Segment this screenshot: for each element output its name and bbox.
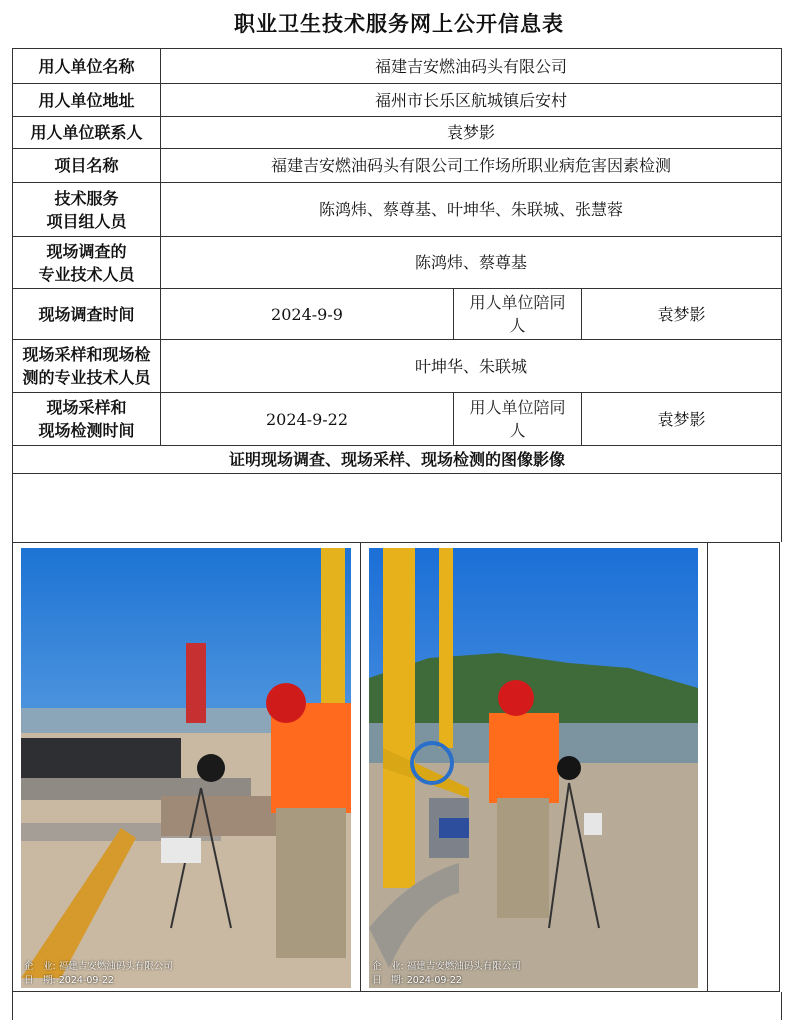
blank-gap [12,472,782,542]
row-survey-time [13,289,782,340]
sampling-staff-label-line2: 测的专业技术人员 [22,368,151,387]
sampling-time-label-line2: 现场检测时间 [38,421,135,440]
sampling-companion-value: 袁梦影 [582,393,782,446]
row-unit-contact [13,117,782,149]
team-label-line2: 项目组人员 [46,211,127,231]
photo-section [12,542,780,992]
survey-staff-value: 陈鸿炜、蔡尊基 [161,237,782,289]
photo-1-image [21,548,351,988]
photo-2 [369,548,698,988]
row-evidence-header [13,446,782,474]
survey-staff-label-line2: 专业技术人员 [38,264,135,284]
sampling-staff-label-line1: 现场采样和现场检 [22,345,151,364]
photo-1-watermark-company: 企 业: 福建吉安燃油码头有限公司 [24,961,173,972]
photo-2-watermark-company: 企 业: 福建吉安燃油码头有限公司 [372,961,521,972]
unit-name-value: 福建吉安燃油码头有限公司 [161,49,782,84]
sampling-companion-label-line1: 用人单位陪同 [469,398,566,417]
row-team [13,183,782,237]
survey-time-value: 2024-9-9 [161,289,454,340]
unit-name-label: 用人单位名称 [13,49,161,84]
sampling-time-value: 2024-9-22 [161,393,454,446]
sampling-staff-value: 叶坤华、朱联城 [161,340,782,393]
row-unit-name [13,49,782,84]
survey-staff-label-line1: 现场调查的 [46,241,127,261]
sampling-companion-label-line2: 人 [509,421,526,440]
project-name-value: 福建吉安燃油码头有限公司工作场所职业病危害因素检测 [161,149,782,183]
photo-cell-2 [360,543,708,991]
unit-contact-value: 袁梦影 [161,117,782,149]
survey-companion-label-line1: 用人单位陪同 [469,293,566,312]
bottom-blank [12,992,782,1020]
row-sampling-time [13,393,782,446]
survey-companion-label-line2: 人 [509,316,526,335]
sampling-staff-label [13,340,161,393]
photo-1-watermark-date: 日 期: 2024-09-22 [24,975,114,986]
photo-2-image [369,548,698,988]
page-title: 职业卫生技术服务网上公开信息表 [234,12,564,36]
sampling-time-label-line1: 现场采样和 [46,398,127,417]
sampling-time-label [13,393,161,446]
team-label-line1: 技术服务 [54,188,119,208]
row-unit-address [13,84,782,117]
evidence-header: 证明现场调查、现场采样、现场检测的图像影像 [13,446,782,474]
unit-address-label: 用人单位地址 [13,84,161,117]
unit-address-value: 福州市长乐区航城镇后安村 [161,84,782,117]
row-survey-staff [13,237,782,289]
unit-contact-label: 用人单位联系人 [13,117,161,149]
project-name-label: 项目名称 [13,149,161,183]
team-value: 陈鸿炜、蔡尊基、叶坤华、朱联城、张慧蓉 [161,183,782,237]
sampling-companion-label [454,393,582,446]
survey-time-label: 现场调查时间 [13,289,161,340]
survey-companion-label [454,289,582,340]
info-table [12,48,782,474]
photo-cell-1 [13,543,361,991]
row-sampling-staff [13,340,782,393]
photo-cell-3-empty [707,543,779,991]
team-label [13,183,161,237]
survey-companion-value: 袁梦影 [582,289,782,340]
photo-1 [21,548,351,988]
photo-2-watermark-date: 日 期: 2024-09-22 [372,975,462,986]
survey-staff-label [13,237,161,289]
row-project-name [13,149,782,183]
